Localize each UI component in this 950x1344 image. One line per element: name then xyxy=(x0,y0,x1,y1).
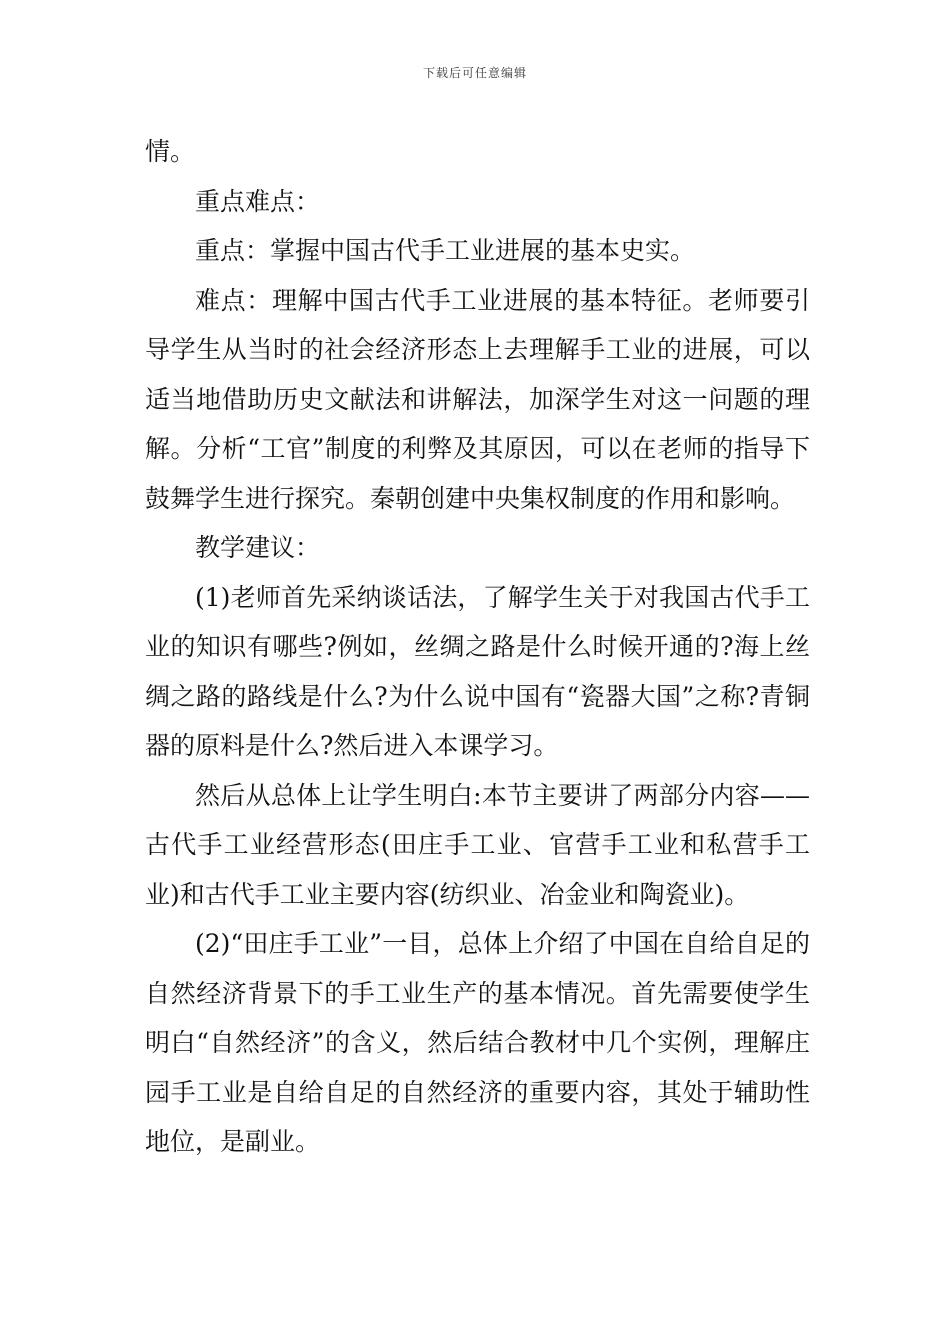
paragraph-suggestion-1: (1)老师首先采纳谈话法，了解学生关于对我国古代手工业的知识有哪些?例如，丝绸之路是什么时候开通的?海上丝绸之路的路线是什么?为什么说中国有“瓷器大国”之称?青铜器的原料是什么?然后进入本课学习。 xyxy=(145,582,810,760)
page-header: 下载后可任意编辑 xyxy=(422,66,527,80)
document-body xyxy=(145,127,810,1167)
paragraph-overview: 然后从总体上让学生明白:本节主要讲了两部分内容——古代手工业经营形态(田庄手工业、官营手工业和私营手工业)和古代手工业主要内容(纺织业、冶金业和陶瓷业)。 xyxy=(145,780,810,909)
paragraph-difficult-point: 难点：理解中国古代手工业进展的基本特征。老师要引导学生从当时的社会经济形态上去理解手工业的进展，可以适当地借助历史文献法和讲解法，加深学生对这一问题的理解。分析“工官”制度的利弊及其原因，可以在老师的指导下鼓舞学生进行探究。秦朝创建中央集权制度的作用和影响。 xyxy=(145,285,810,513)
paragraph-suggestion-2: (2)“田庄手工业”一目，总体上介绍了中国在自给自足的自然经济背景下的手工业生产的基本情况。首先需要使学生明白“自然经济”的含义，然后结合教材中几个实例，理解庄园手工业是自给自足的自然经济的重要内容，其处于辅助性地位，是副业。 xyxy=(145,929,810,1156)
paragraph-key-point: 重点：掌握中国古代手工业进展的基本史实。 xyxy=(195,236,696,265)
paragraph-key-points-heading: 重点难点： xyxy=(195,186,321,216)
paragraph-teaching-suggestions-heading: 教学建议： xyxy=(195,533,321,562)
paragraph-continuation: 情。 xyxy=(145,137,196,166)
